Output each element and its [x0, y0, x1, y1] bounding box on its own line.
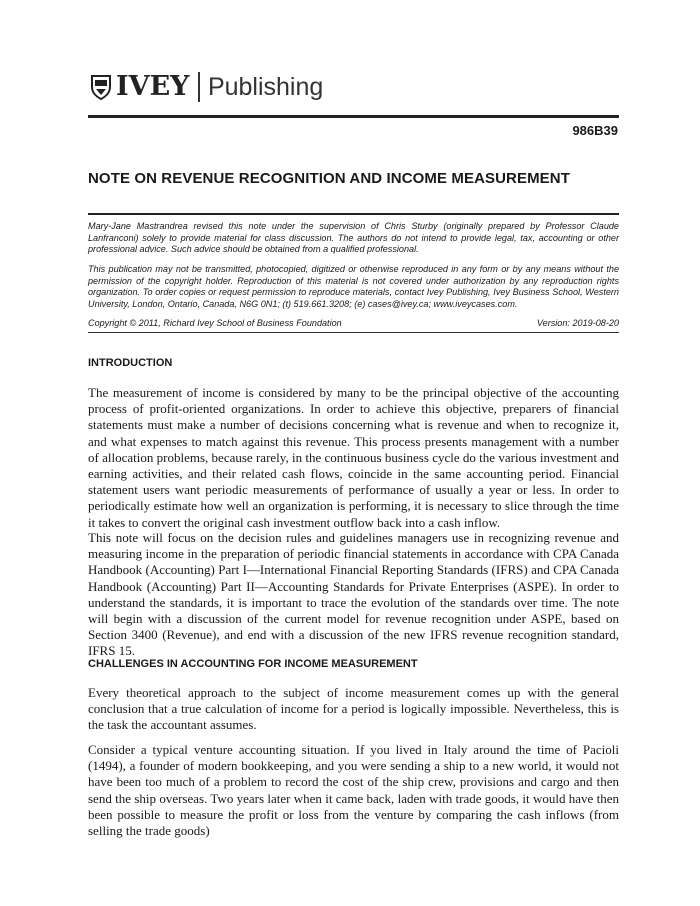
- ivey-publishing-logo: [90, 68, 323, 106]
- document-title: NOTE ON REVENUE RECOGNITION AND INCOME MEASUREMENT: [88, 170, 570, 187]
- paragraph: The measurement of income is considered by many to be the principal objective of the accounting process of profit-oriented organizations. In order to achieve this objective, preparers of financial statements must make a number of decisions concerning what is revenue and when to recognize it, and what expenses to match against this revenue. This process presents management with a number of allocation problems, because rarely, in the continuous business cycle do the various investment and earning activities, and their related cash flows, coincide in the same accounting period. Financial statement users want periodic measurements of performance of usually a year or less. In order to periodically estimate how well an organization is performing, it is necessary to slice through the time it takes to convert the original cash investment outflow back into a cash inflow.: [88, 385, 619, 530]
- section-heading-introduction: INTRODUCTION: [88, 357, 173, 369]
- header-rule: [88, 115, 619, 118]
- copyright-text: Copyright © 2011, Richard Ivey School of Business Foundation: [88, 318, 342, 328]
- copyright-row: [88, 318, 619, 328]
- section-heading-challenges: CHALLENGES IN ACCOUNTING FOR INCOME MEASUREMENT: [88, 658, 418, 670]
- publisher-name: Publishing: [207, 73, 324, 101]
- version-text: Version: 2019-08-20: [536, 318, 619, 328]
- brand-name: IVEY: [116, 71, 190, 102]
- paragraph: Consider a typical venture accounting situation. If you lived in Italy around the time of Pacioli (1494), a founder of modern bookkeeping, and you were sending a ship to a new world, it would not have been too much of a problem to record the cost of the ship crew, provisions and cargo and then send the ship overseas. Two years later when it came back, laden with trade goods, it would have then been possible to measure the profit or loss from the venture by comparing the cash inflows (from selling the trade goods): [88, 742, 619, 839]
- permissions-notice: This publication may not be transmitted, photocopied, digitized or otherwise reproduced in any form or by any means without the permission of the copyright holder. Reproduction of this material is not covered under authorization by any reproduction rights organization. To order copies or request permission to reproduce materials, contact Ivey Publishing, Ivey Business School, Western University, London, Ontario, Canada, N6G 0N1; (t) 519.661.3208; (e) cases@ivey.ca; www.iveycases.com.: [88, 264, 619, 309]
- authorship-notice: Mary-Jane Mastrandrea revised this note under the supervision of Chris Sturby (originally prepared by Professor Claude Lanfranconi) solely to provide material for class discussion. The authors do not intend to provide legal, tax, accounting or other professional advice. Such advice should be obtained from a qualified professional.: [88, 221, 619, 254]
- case-code: 986B39: [572, 123, 618, 138]
- paragraph: Every theoretical approach to the subject of income measurement comes up with the general conclusion that a true calculation of income for a period is logically impossible. Nevertheless, this is the task the accountant assumes.: [88, 685, 619, 733]
- shield-crest-icon: [90, 74, 112, 100]
- logo-divider: [198, 72, 200, 102]
- legal-bottom-rule: [88, 332, 619, 333]
- paragraph: This note will focus on the decision rules and guidelines managers use in recognizing revenue and measuring income in the preparation of periodic financial statements in accordance with CPA Canada Handbook (Accounting) Part I—International Financial Reporting Standards (IFRS) and CPA Canada Handbook (Accounting) Part II—Accounting Standards for Private Enterprises (ASPE). In order to understand the standards, it is important to trace the evolution of the standards over time. The note will begin with a discussion of the current model for revenue recognition under ASPE, based on Section 3400 (Revenue), and end with a discussion of the new IFRS revenue recognition standard, IFRS 15.: [88, 530, 619, 659]
- legal-top-rule: [88, 213, 619, 215]
